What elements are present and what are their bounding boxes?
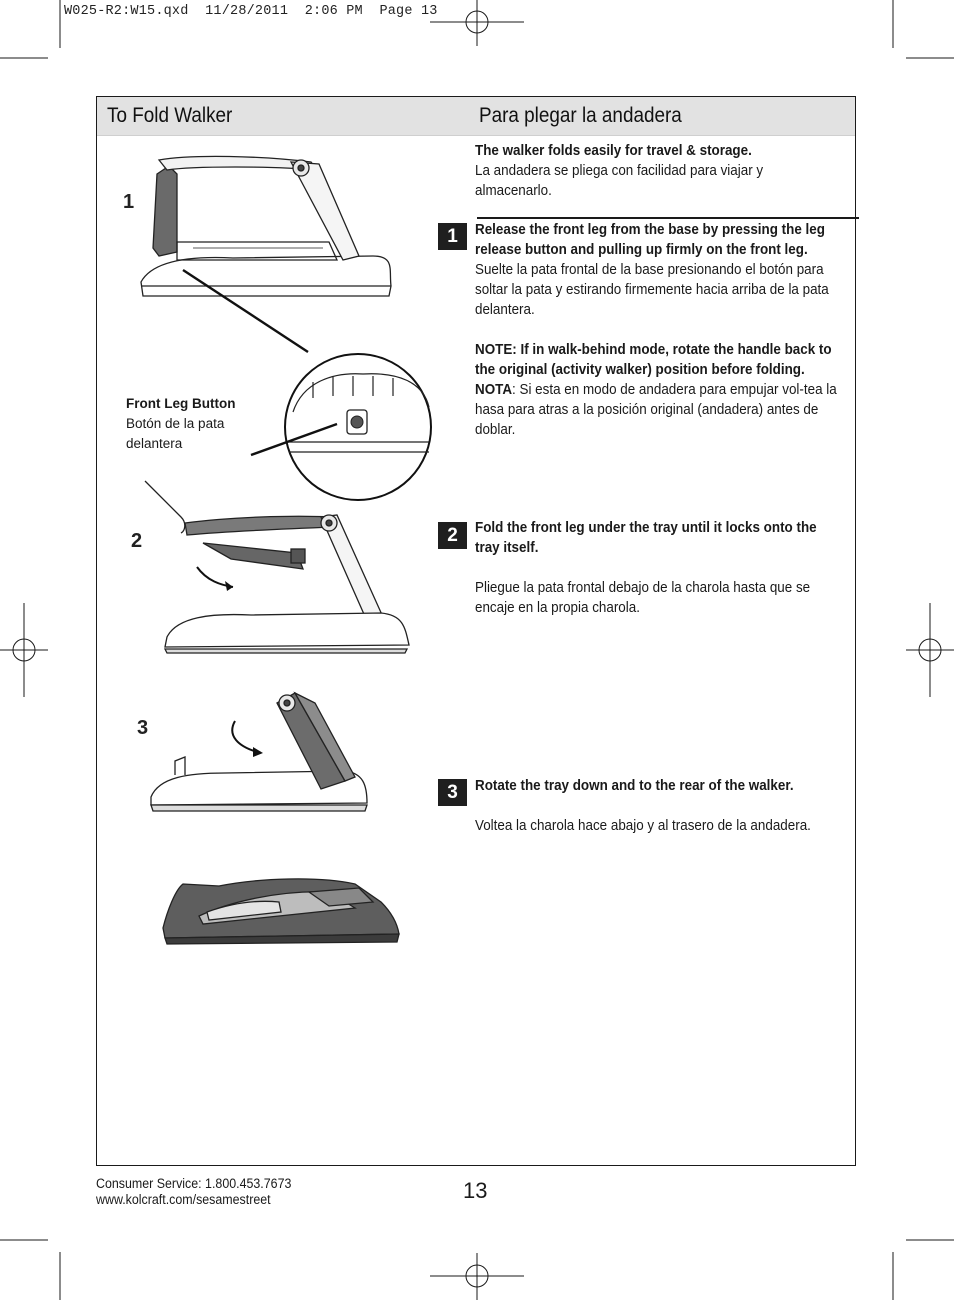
title-english: To Fold Walker <box>107 104 233 127</box>
instruction-panel <box>96 96 856 1166</box>
step-1-english: Release the front leg from the base by pressing the leg release button and pulling up firmly on the front leg. <box>475 222 825 258</box>
callout-english: Front Leg Button <box>126 396 236 411</box>
step-2-text <box>475 518 845 618</box>
walker-folded-illustration <box>159 872 409 952</box>
intro-english: The walker folds easily for travel & storage. <box>475 143 752 159</box>
intro-text <box>475 141 845 201</box>
section-header <box>97 97 855 136</box>
walker-step-2-illustration <box>141 477 421 667</box>
intro-spanish: La andadera se pliega con facilidad para viajar y almacenarlo. <box>475 163 764 199</box>
step-2-number: 2 <box>438 522 467 549</box>
website-url: www.kolcraft.com/sesamestreet <box>96 1192 271 1207</box>
note-label-english: NOTE: <box>475 342 517 358</box>
figure-2-label: 2 <box>131 530 143 552</box>
step-3-english: Rotate the tray down and to the rear of the walker. <box>475 778 794 794</box>
step-2-english: Fold the front leg under the tray until it locks onto the tray itself. <box>475 520 817 556</box>
step-3-number: 3 <box>438 779 467 806</box>
footer-contact <box>96 1176 291 1208</box>
step-3-text <box>475 776 845 836</box>
step-3-spanish: Voltea la charola hace abajo y al trasero de la andadera. <box>475 818 811 834</box>
figure-3-label: 3 <box>137 717 149 739</box>
title-spanish: Para plegar la andadera <box>479 104 682 127</box>
file-slug: W025-R2:W15.qxd 11/28/2011 2:06 PM Page 13 <box>64 4 438 19</box>
divider-rule <box>477 217 859 219</box>
step-1-spanish: Suelte la pata frontal de la base presionando el botón para soltar la pata y estirando firmemente hacia arriba de la pata delantera. <box>475 262 829 318</box>
step-1-text <box>475 220 845 440</box>
figure-1-label: 1 <box>123 191 135 213</box>
step-1-note-english: NOTE: If in walk-behind mode, rotate the handle back to the original (activity walker) position before folding. <box>475 342 832 378</box>
step-2-spanish: Pliegue la pata frontal debajo de la charola hasta que se encaje en la propia charola. <box>475 580 811 616</box>
consumer-service-line: Consumer Service: 1.800.453.7673 <box>96 1176 292 1191</box>
note-label-spanish: NOTA <box>475 382 513 398</box>
step-1-note-spanish: NOTA: Si esta en modo de andadera para empujar vol-tea la hasa para atras a la posición original (andadera) antes de doblar. <box>475 382 837 438</box>
step-1-number: 1 <box>438 223 467 250</box>
page-number: 13 <box>463 1178 488 1203</box>
walker-step-3-illustration <box>145 685 375 825</box>
callout-spanish: Botón de la pata delantera <box>126 416 225 451</box>
walker-step-1-illustration <box>133 152 453 492</box>
